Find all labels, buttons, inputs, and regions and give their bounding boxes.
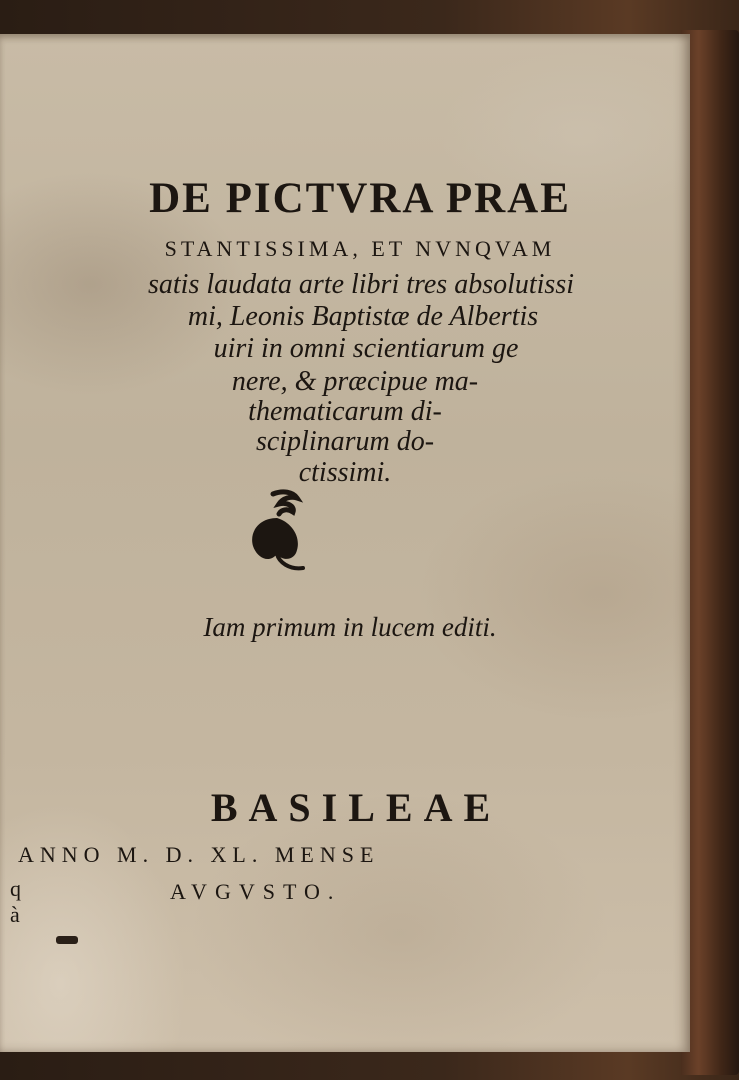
body-line-4: nere, & præcipue ma-: [231, 366, 479, 397]
title-line-1: DE PICTVRA PRAE: [149, 175, 571, 222]
title-line-2: STANTISSIMA, ET NVNQVAM: [164, 236, 556, 261]
edition-note: Iam primum in lucem editi.: [203, 612, 497, 642]
body-line-5: thematicarum di-: [248, 396, 442, 427]
body-line-6: sciplinarum do-: [255, 426, 435, 457]
body-line-7: ctissimi.: [298, 457, 392, 488]
body-line-1: satis laudata arte libri tres absolutissi: [147, 269, 574, 300]
ink-mark: [56, 936, 78, 944]
manuscript-margin-note: q à: [10, 876, 21, 927]
body-line-2: mi, Leonis Baptistæ de Albertis: [187, 301, 539, 332]
imprint-date-line-2: AVGVSTO.: [170, 879, 342, 904]
body-line-3: uiri in omni scientiarum ge: [213, 333, 519, 364]
imprint-place: BASILEAE: [210, 785, 502, 830]
imprint-date-line-1: ANNO M. D. XL. MENSE: [18, 842, 380, 867]
title-page: [0, 34, 690, 1052]
ivy-leaf-fleuron-icon: [243, 488, 315, 572]
